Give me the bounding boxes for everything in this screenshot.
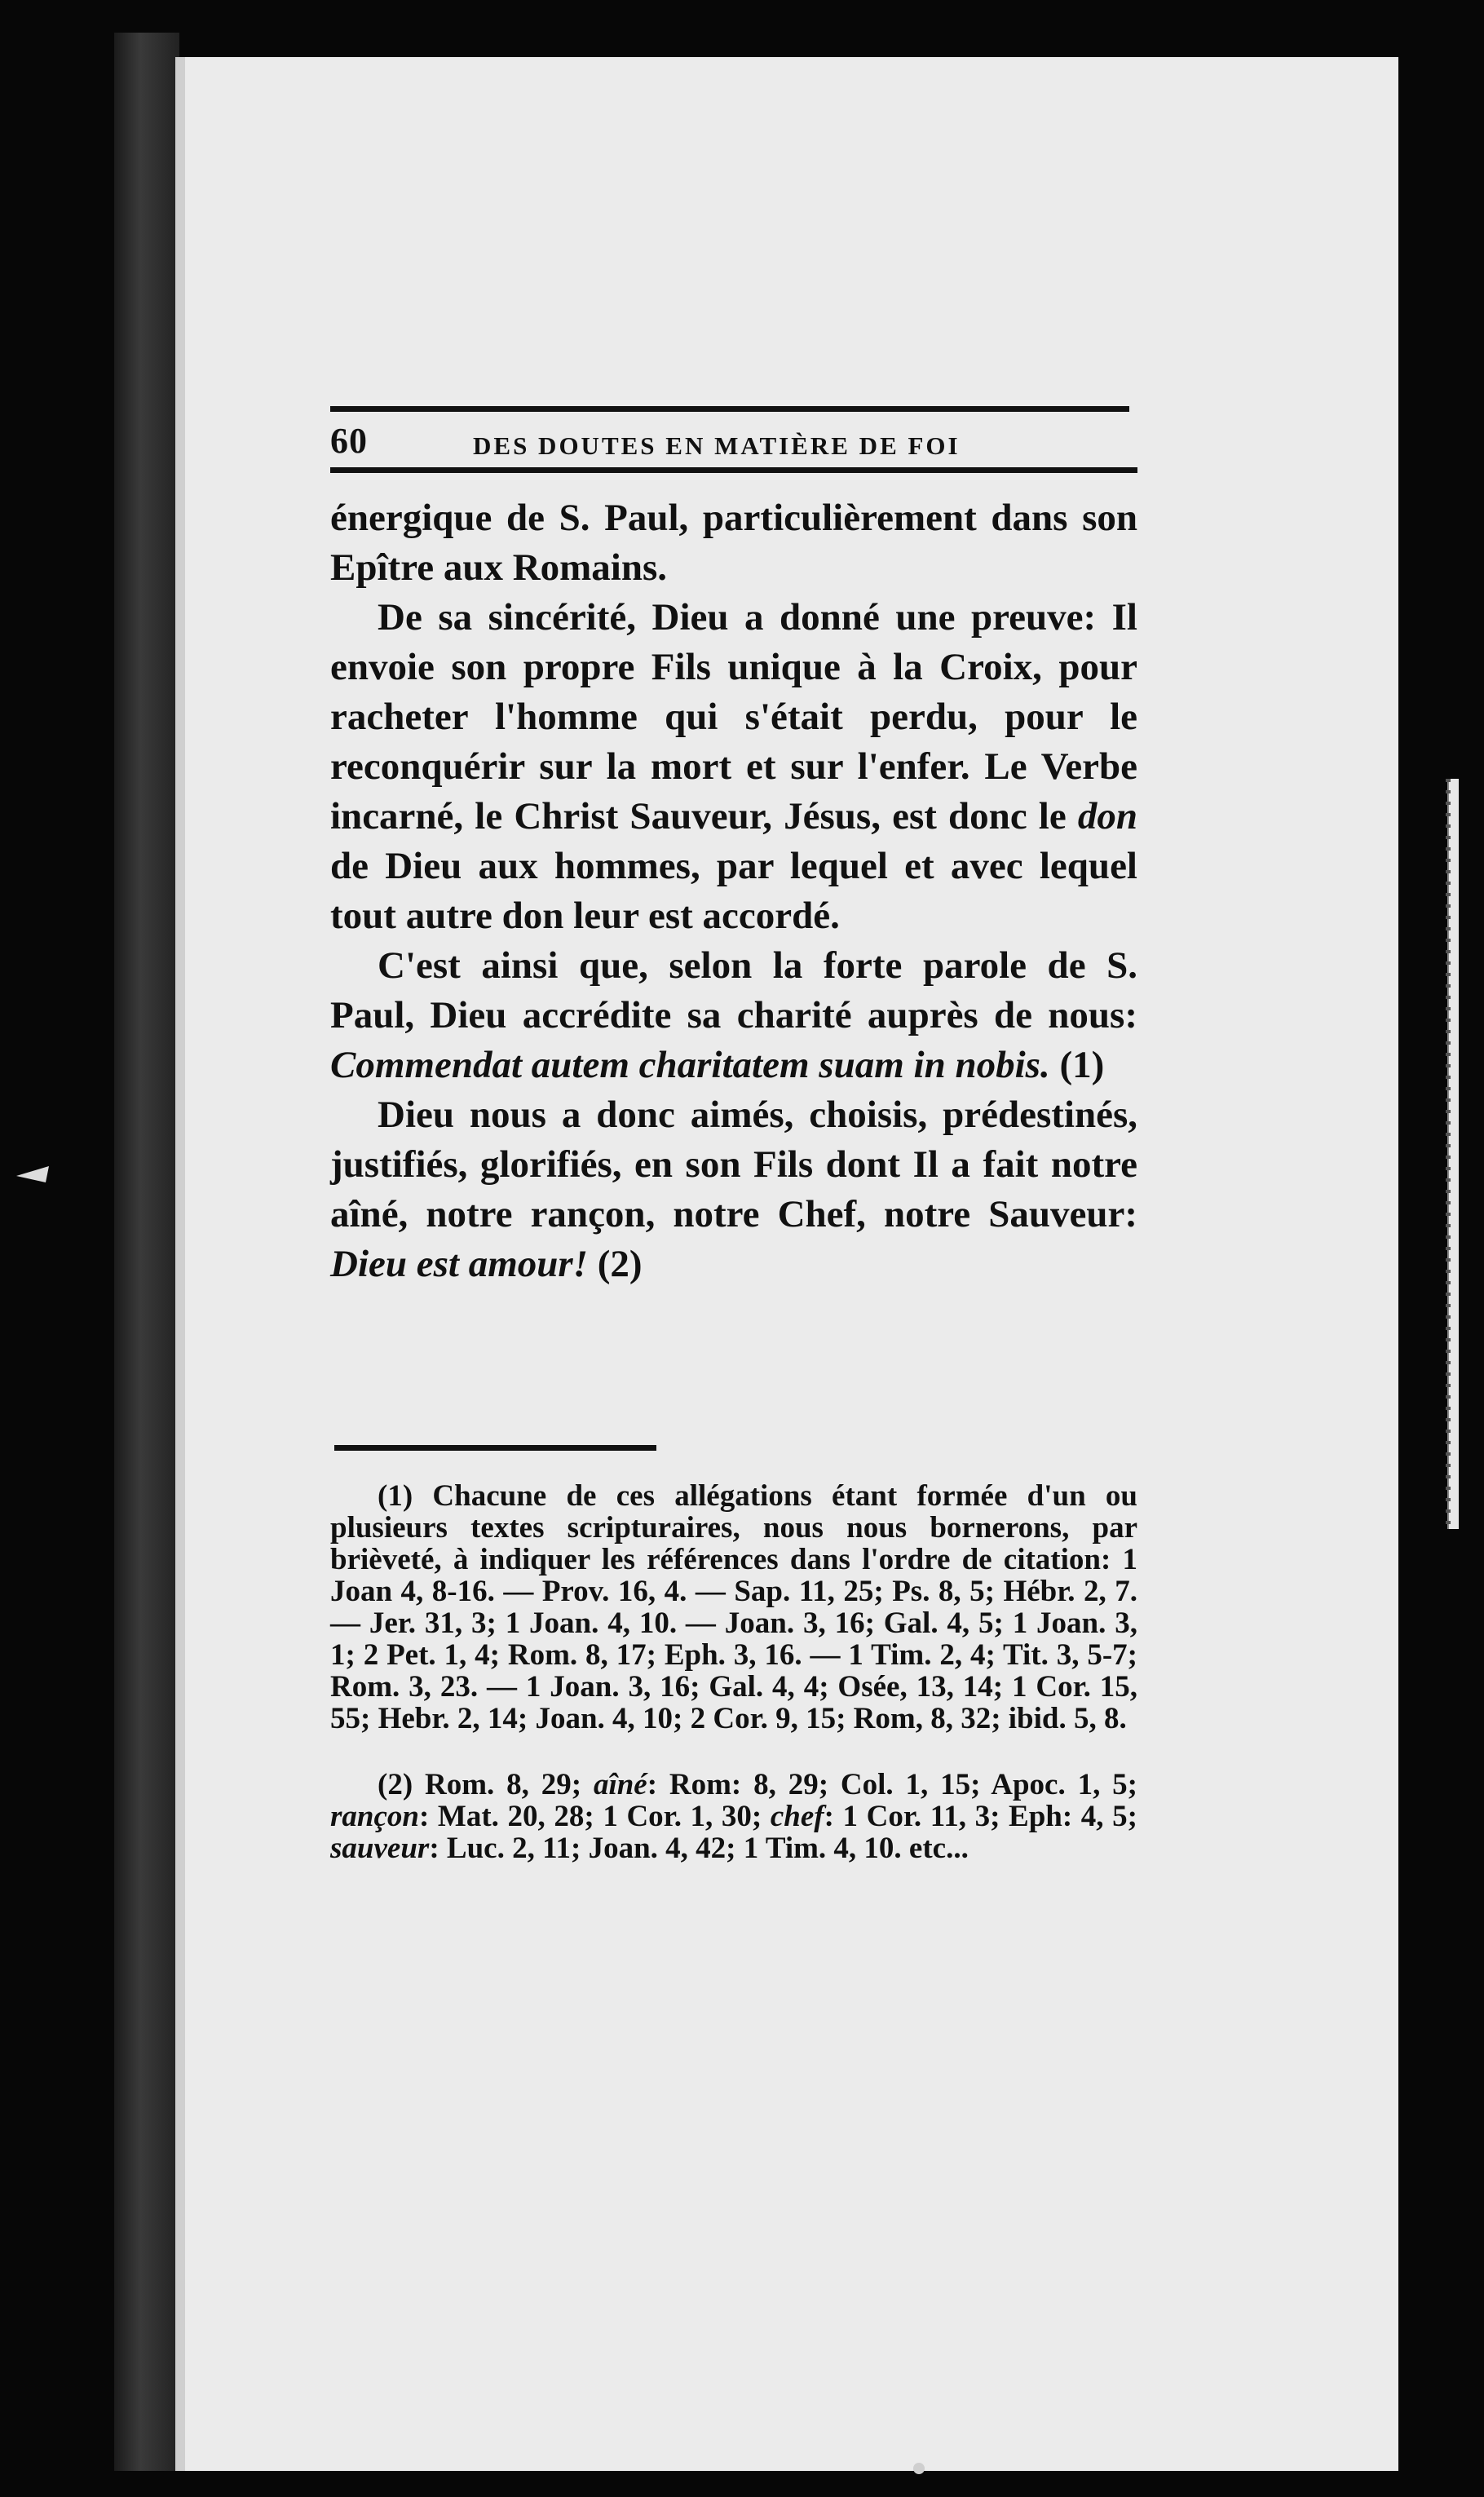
text-run: (1) Chacune de ces allégations étant formée d'un ou plusieurs textes scripturaires, nous nous bornerons, par brièveté, à indiquer les références dans l'ordre de citation: 1 Joan 4, 8-16. — Prov. 16, 4. — Sap. 11, 25; Ps. 8, 5; Hébr. 2, 7. — Jer. 31, 3; 1 Joan. 4, 10. — Joan. 3, 16; Gal. 4, 5; 1 Joan. 3, 1; 2 Pet. 1, 4; Rom. 8, 17; Eph. 3, 16. — 1 Tim. 2, 4; Tit. 3, 5-7; Rom. 3, 23. — 1 Joan. 3, 16; Gal. 4, 4; Osée, 13, 14; 1 Cor. 15, 55; Hebr. 2, 14; Joan. 4, 10; 2 Cor. 9, 15; Rom, 8, 32; ibid. 5, 8. [330, 1479, 1137, 1735]
footnote [330, 1769, 1137, 1864]
footnotes [330, 1480, 1137, 1864]
text-run: C'est ainsi que, selon la forte parole de S. Paul, Dieu accrédite sa charité auprès de nous: [330, 944, 1137, 1036]
paragraph [330, 941, 1137, 1090]
paragraph [330, 1090, 1137, 1289]
facing-page-edge [1447, 779, 1459, 1529]
text-run: : Mat. 20, 28; 1 Cor. 1, 30; [418, 1800, 771, 1833]
italic-run: Commendat autem charitatem suam in nobis. [330, 1044, 1050, 1086]
italic-run: Dieu est amour! [330, 1243, 588, 1285]
running-title: DES DOUTES EN MATIÈRE DE FOI [473, 431, 961, 460]
italic-run: sauveur [330, 1832, 430, 1865]
text-run: énergique de S. Paul, particulièrement dans son Epître aux Romains. [330, 497, 1137, 589]
footnote-ref: (1) [1049, 1044, 1105, 1086]
text-run: De sa sincérité, Dieu a donné une preuve: Il envoie son propre Fils unique à la Croix, pour racheter l'homme qui s'était perdu, pour le reconquérir sur la mort et sur l'enfer. Le Verbe incarné, le Christ Sauveur, Jésus, est donc le [330, 596, 1137, 837]
paragraph [330, 593, 1137, 941]
text-run: : Rom: 8, 29; Col. 1, 15; Apoc. 1, 5; [647, 1768, 1137, 1801]
italic-run: rançon [330, 1800, 419, 1833]
header-rule-top [330, 406, 1129, 412]
footnote-rule [334, 1445, 656, 1451]
text-run: : 1 Cor. 11, 3; Eph: 4, 5; [824, 1800, 1137, 1833]
page-header [330, 420, 1137, 466]
body-text [330, 493, 1137, 1289]
italic-run: don [1077, 795, 1137, 837]
footnote-ref: (2) [588, 1243, 643, 1285]
header-rule-bottom [330, 467, 1137, 473]
text-run: (2) Rom. 8, 29; [378, 1768, 594, 1801]
page-number: 60 [330, 421, 368, 461]
text-run: de Dieu aux hommes, par lequel et avec lequel tout autre don leur est accordé. [330, 845, 1137, 937]
scan-speck [913, 2463, 925, 2474]
text-run: Dieu nous a donc aimés, choisis, prédestinés, justifiés, glorifiés, en son Fils dont Il a fait notre aîné, notre rançon, notre Chef, notre Sauveur: [330, 1094, 1137, 1235]
paragraph [330, 493, 1137, 593]
italic-run: chef [770, 1800, 824, 1833]
text-run: : Luc. 2, 11; Joan. 4, 42; 1 Tim. 4, 10. etc... [429, 1832, 969, 1865]
footnote [330, 1480, 1137, 1735]
italic-run: aîné [593, 1768, 647, 1801]
book-binding-edge [114, 33, 179, 2471]
